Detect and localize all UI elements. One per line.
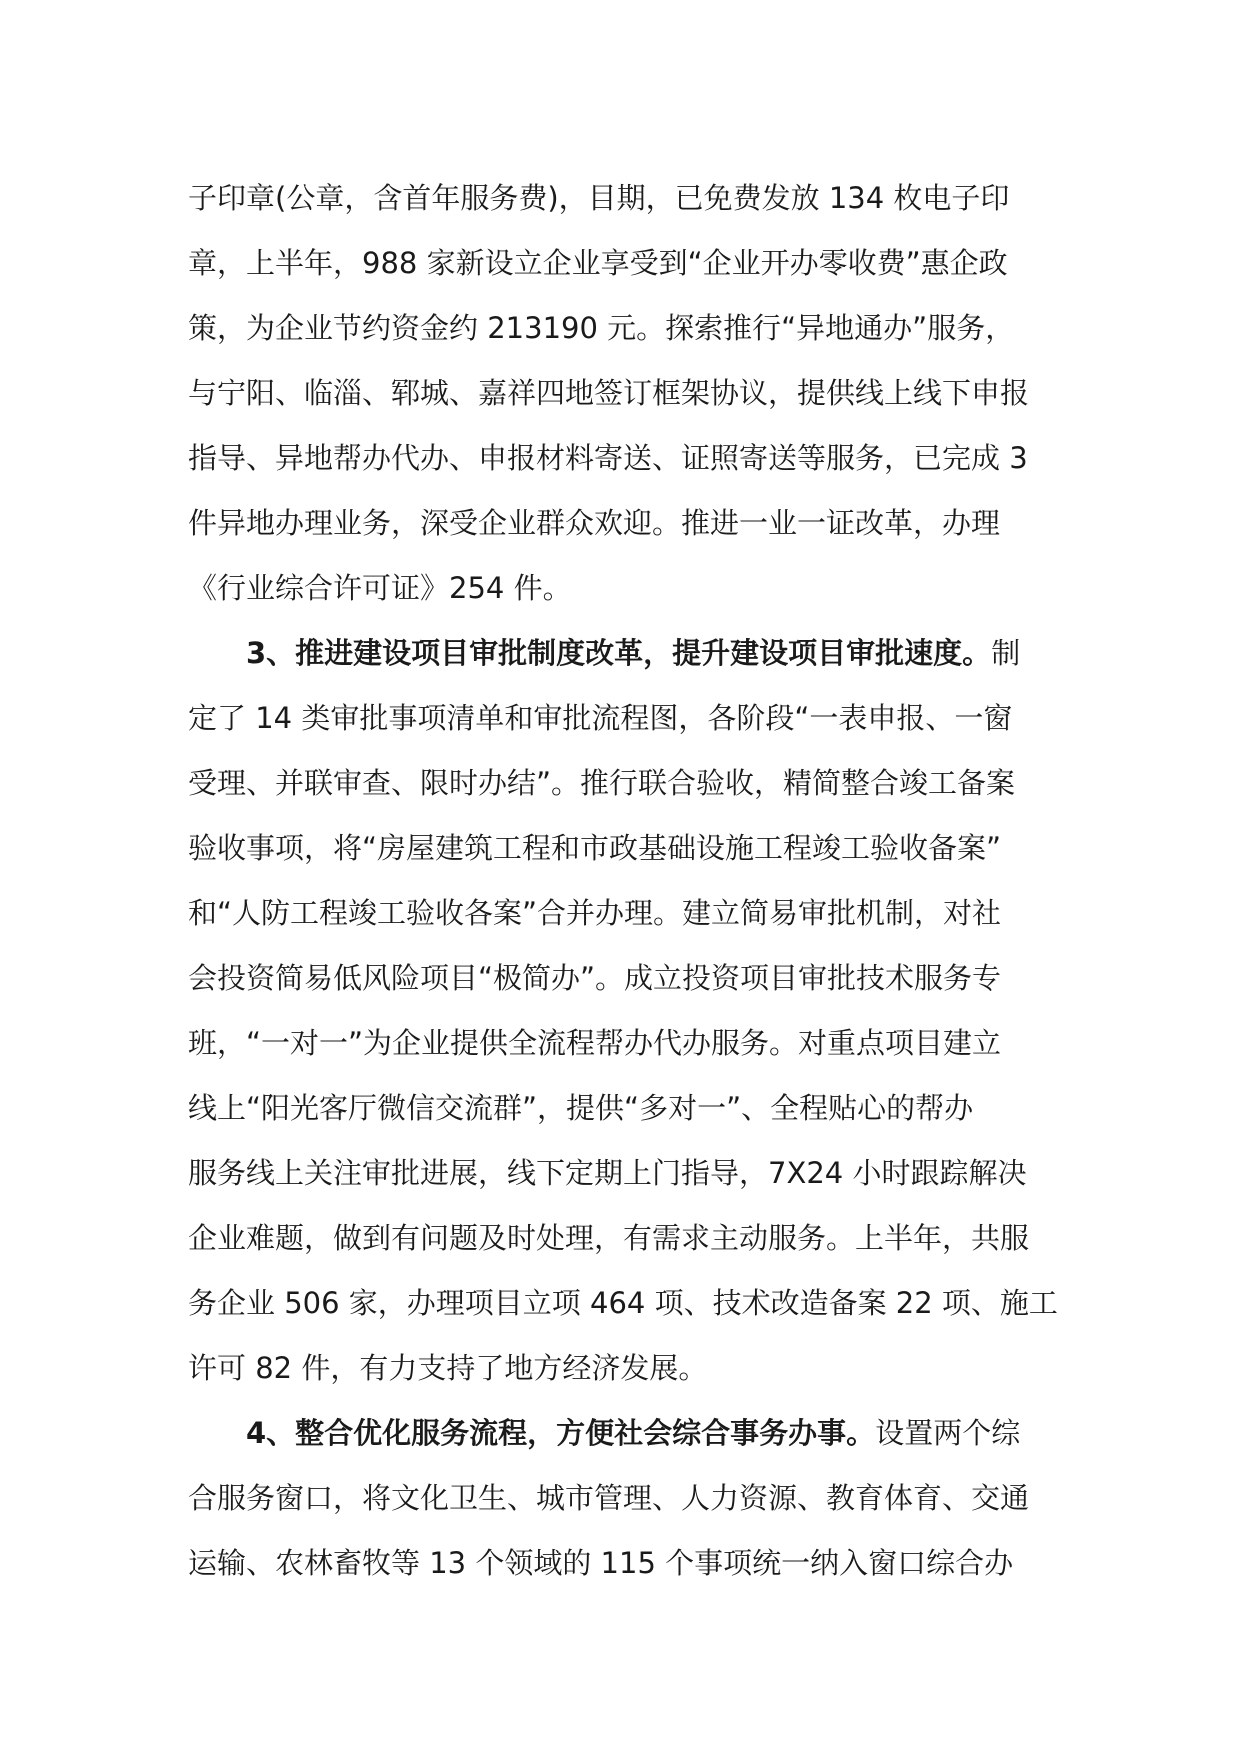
- paragraph-line: 合服务窗口，将文化卫生、城市管理、人力资源、教育体育、交通: [188, 1481, 1030, 1515]
- paragraph-line: 指导、异地帮办代办、申报材料寄送、证照寄送等服务，已完成 3: [188, 441, 1028, 475]
- paragraph-line: 子印章(公章，含首年服务费)，目期，已免费发放 134 枚电子印: [188, 181, 1010, 215]
- section-heading: 3、推进建设项目审批制度改革，提升建设项目审批速度。: [246, 636, 992, 670]
- paragraph-line: 件异地办理业务，深受企业群众欢迎。推进一业一证改革，办理: [188, 506, 1001, 540]
- paragraph-1: [188, 166, 1068, 621]
- paragraph-line: 务企业 506 家，办理项目立项 464 项、技术改造备案 22 项、施工: [188, 1286, 1058, 1320]
- paragraph-line: 定了 14 类审批事项清单和审批流程图，各阶段“一表申报、一窗: [188, 701, 1013, 735]
- paragraph-line: 企业难题，做到有问题及时处理，有需求主动服务。上半年，共服: [188, 1221, 1030, 1255]
- paragraph-first-line: [188, 621, 1068, 686]
- paragraph-line-rest: 设置两个综: [875, 1416, 1021, 1450]
- paragraph-line: 服务线上关注审批进展，线下定期上门指导，7X24 小时跟踪解决: [188, 1156, 1027, 1190]
- paragraph-line: 策，为企业节约资金约 213190 元。探索推行“异地通办”服务，: [188, 311, 1015, 345]
- paragraph-line: 班，“一对一”为企业提供全流程帮办代办服务。对重点项目建立: [188, 1026, 1002, 1060]
- paragraph-3: [188, 1401, 1068, 1596]
- paragraph-2: [188, 621, 1068, 1401]
- paragraph-line: 会投资简易低风险项目“极简办”。成立投资项目审批技术服务专: [188, 961, 1002, 995]
- paragraph-line: 受理、并联审查、限时办结”。推行联合验收，精简整合竣工备案: [188, 766, 1016, 800]
- paragraph-line: 线上“阳光客厅微信交流群”，提供“多对一”、全程贴心的帮办: [188, 1091, 974, 1125]
- paragraph-line: 与宁阳、临淄、郓城、嘉祥四地签订框架协议，提供线上线下申报: [188, 376, 1030, 410]
- paragraph-line: 《行业综合许可证》254 件。: [188, 571, 572, 605]
- paragraph-first-line: [188, 1401, 1068, 1466]
- section-heading: 4、整合优化服务流程，方便社会综合事务办事。: [246, 1416, 876, 1450]
- document-body: [188, 166, 1068, 1596]
- paragraph-line: 和“人防工程竣工验收各案”合并办理。建立简易审批机制，对社: [188, 896, 1002, 930]
- paragraph-line-rest: 制: [991, 636, 1021, 670]
- paragraph-line: 验收事项，将“房屋建筑工程和市政基础设施工程竣工验收备案”: [188, 831, 1002, 865]
- paragraph-line: 许可 82 件，有力支持了地方经济发展。: [188, 1351, 708, 1385]
- paragraph-line: 运输、农林畜牧等 13 个领域的 115 个事项统一纳入窗口综合办: [188, 1546, 1014, 1580]
- paragraph-line: 章，上半年，988 家新设立企业享受到“企业开办零收费”惠企政: [188, 246, 1008, 280]
